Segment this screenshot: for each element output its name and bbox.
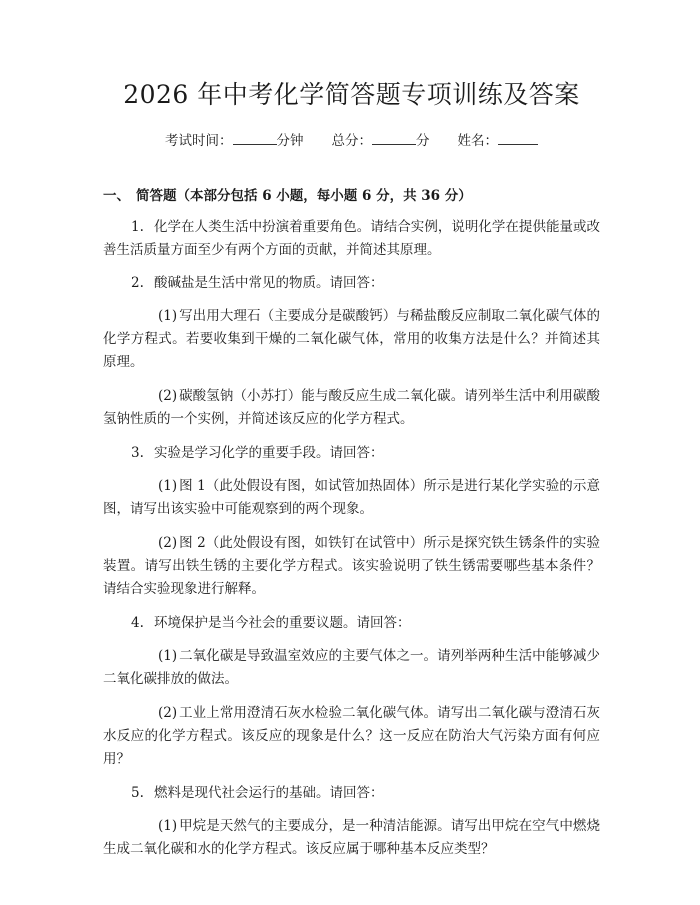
student-name-label: 姓名： bbox=[457, 133, 498, 149]
question-number: 4. bbox=[131, 615, 144, 631]
sub-question-number: (1) bbox=[158, 308, 178, 324]
question-4 bbox=[103, 612, 600, 635]
question-number: 5. bbox=[131, 785, 144, 801]
question-3-sub-1 bbox=[103, 475, 600, 521]
total-score bbox=[332, 130, 430, 152]
question-2 bbox=[103, 272, 600, 295]
question-1 bbox=[103, 216, 600, 262]
question-number: 2. bbox=[131, 275, 144, 291]
sub-question-text: 二氧化碳是导致温室效应的主要气体之一。请列举两种生活中能够减少二氧化碳排放的做法。 bbox=[103, 648, 600, 687]
exam-time bbox=[165, 130, 304, 152]
sub-question-number: (2) bbox=[158, 388, 178, 404]
question-4-sub-2 bbox=[103, 702, 600, 771]
total-score-unit: 分 bbox=[416, 133, 430, 149]
exam-time-label: 考试时间： bbox=[165, 133, 233, 149]
question-5-sub-1 bbox=[103, 815, 600, 861]
question-5 bbox=[103, 782, 600, 805]
page-title: 2026 年中考化学简答题专项训练及答案 bbox=[123, 80, 580, 109]
exam-meta bbox=[103, 130, 600, 152]
question-text: 化学在人类生活中扮演着重要角色。请结合实例，说明化学在提供能量或改善生活质量方面至少有两个方面的贡献，并简述其原理。 bbox=[103, 219, 600, 258]
sub-question-text: 工业上常用澄清石灰水检验二氧化碳气体。请写出二氧化碳与澄清石灰水反应的化学方程式。该反应的现象是什么？这一反应在防治大气污染方面有何应用？ bbox=[103, 705, 600, 767]
sub-question-number: (1) bbox=[158, 478, 178, 494]
question-3-sub-2 bbox=[103, 532, 600, 601]
sub-question-number: (2) bbox=[158, 535, 178, 551]
question-number: 3. bbox=[131, 445, 144, 461]
question-2-sub-1 bbox=[103, 305, 600, 374]
sub-question-text: 图 1（此处假设有图，如试管加热固体）所示是进行某化学实验的示意图，请写出该实验中可能观察到的两个现象。 bbox=[103, 478, 600, 517]
sub-question-number: (2) bbox=[158, 705, 178, 721]
question-2-sub-2 bbox=[103, 385, 600, 431]
section-number: 一、 bbox=[103, 188, 130, 204]
question-4-sub-1 bbox=[103, 645, 600, 691]
student-name bbox=[458, 130, 539, 152]
total-score-blank bbox=[372, 130, 416, 145]
sub-question-text: 图 2（此处假设有图，如铁钉在试管中）所示是探究铁生锈条件的实验装置。请写出铁生锈的主要化学方程式。该实验说明了铁生锈需要哪些基本条件？请结合实验现象进行解释。 bbox=[103, 535, 600, 597]
section-title-text: 简答题（本部分包括 6 小题，每小题 6 分，共 36 分） bbox=[136, 188, 472, 204]
student-name-blank bbox=[498, 130, 538, 145]
sub-question-text: 甲烷是天然气的主要成分，是一种清洁能源。请写出甲烷在空气中燃烧生成二氧化碳和水的化学方程式。该反应属于哪种基本反应类型？ bbox=[103, 818, 600, 857]
question-number: 1. bbox=[131, 219, 144, 235]
question-text: 实验是学习化学的重要手段。请回答： bbox=[154, 445, 384, 461]
question-text: 环境保护是当今社会的重要议题。请回答： bbox=[154, 615, 411, 631]
exam-time-unit: 分钟 bbox=[276, 133, 304, 149]
section-heading bbox=[103, 185, 600, 207]
total-score-label: 总分： bbox=[331, 133, 372, 149]
question-text: 酸碱盐是生活中常见的物质。请回答： bbox=[154, 275, 384, 291]
sub-question-number: (1) bbox=[158, 648, 178, 664]
sub-question-text: 写出用大理石（主要成分是碳酸钙）与稀盐酸反应制取二氧化碳气体的化学方程式。若要收集到干燥的二氧化碳气体，常用的收集方法是什么？并简述其原理。 bbox=[103, 308, 600, 370]
sub-question-number: (1) bbox=[158, 818, 178, 834]
question-3 bbox=[103, 442, 600, 465]
sub-question-text: 碳酸氢钠（小苏打）能与酸反应生成二氧化碳。请列举生活中利用碳酸氢钠性质的一个实例，并简述该反应的化学方程式。 bbox=[103, 388, 600, 427]
question-text: 燃料是现代社会运行的基础。请回答： bbox=[154, 785, 384, 801]
exam-time-blank bbox=[233, 130, 277, 145]
